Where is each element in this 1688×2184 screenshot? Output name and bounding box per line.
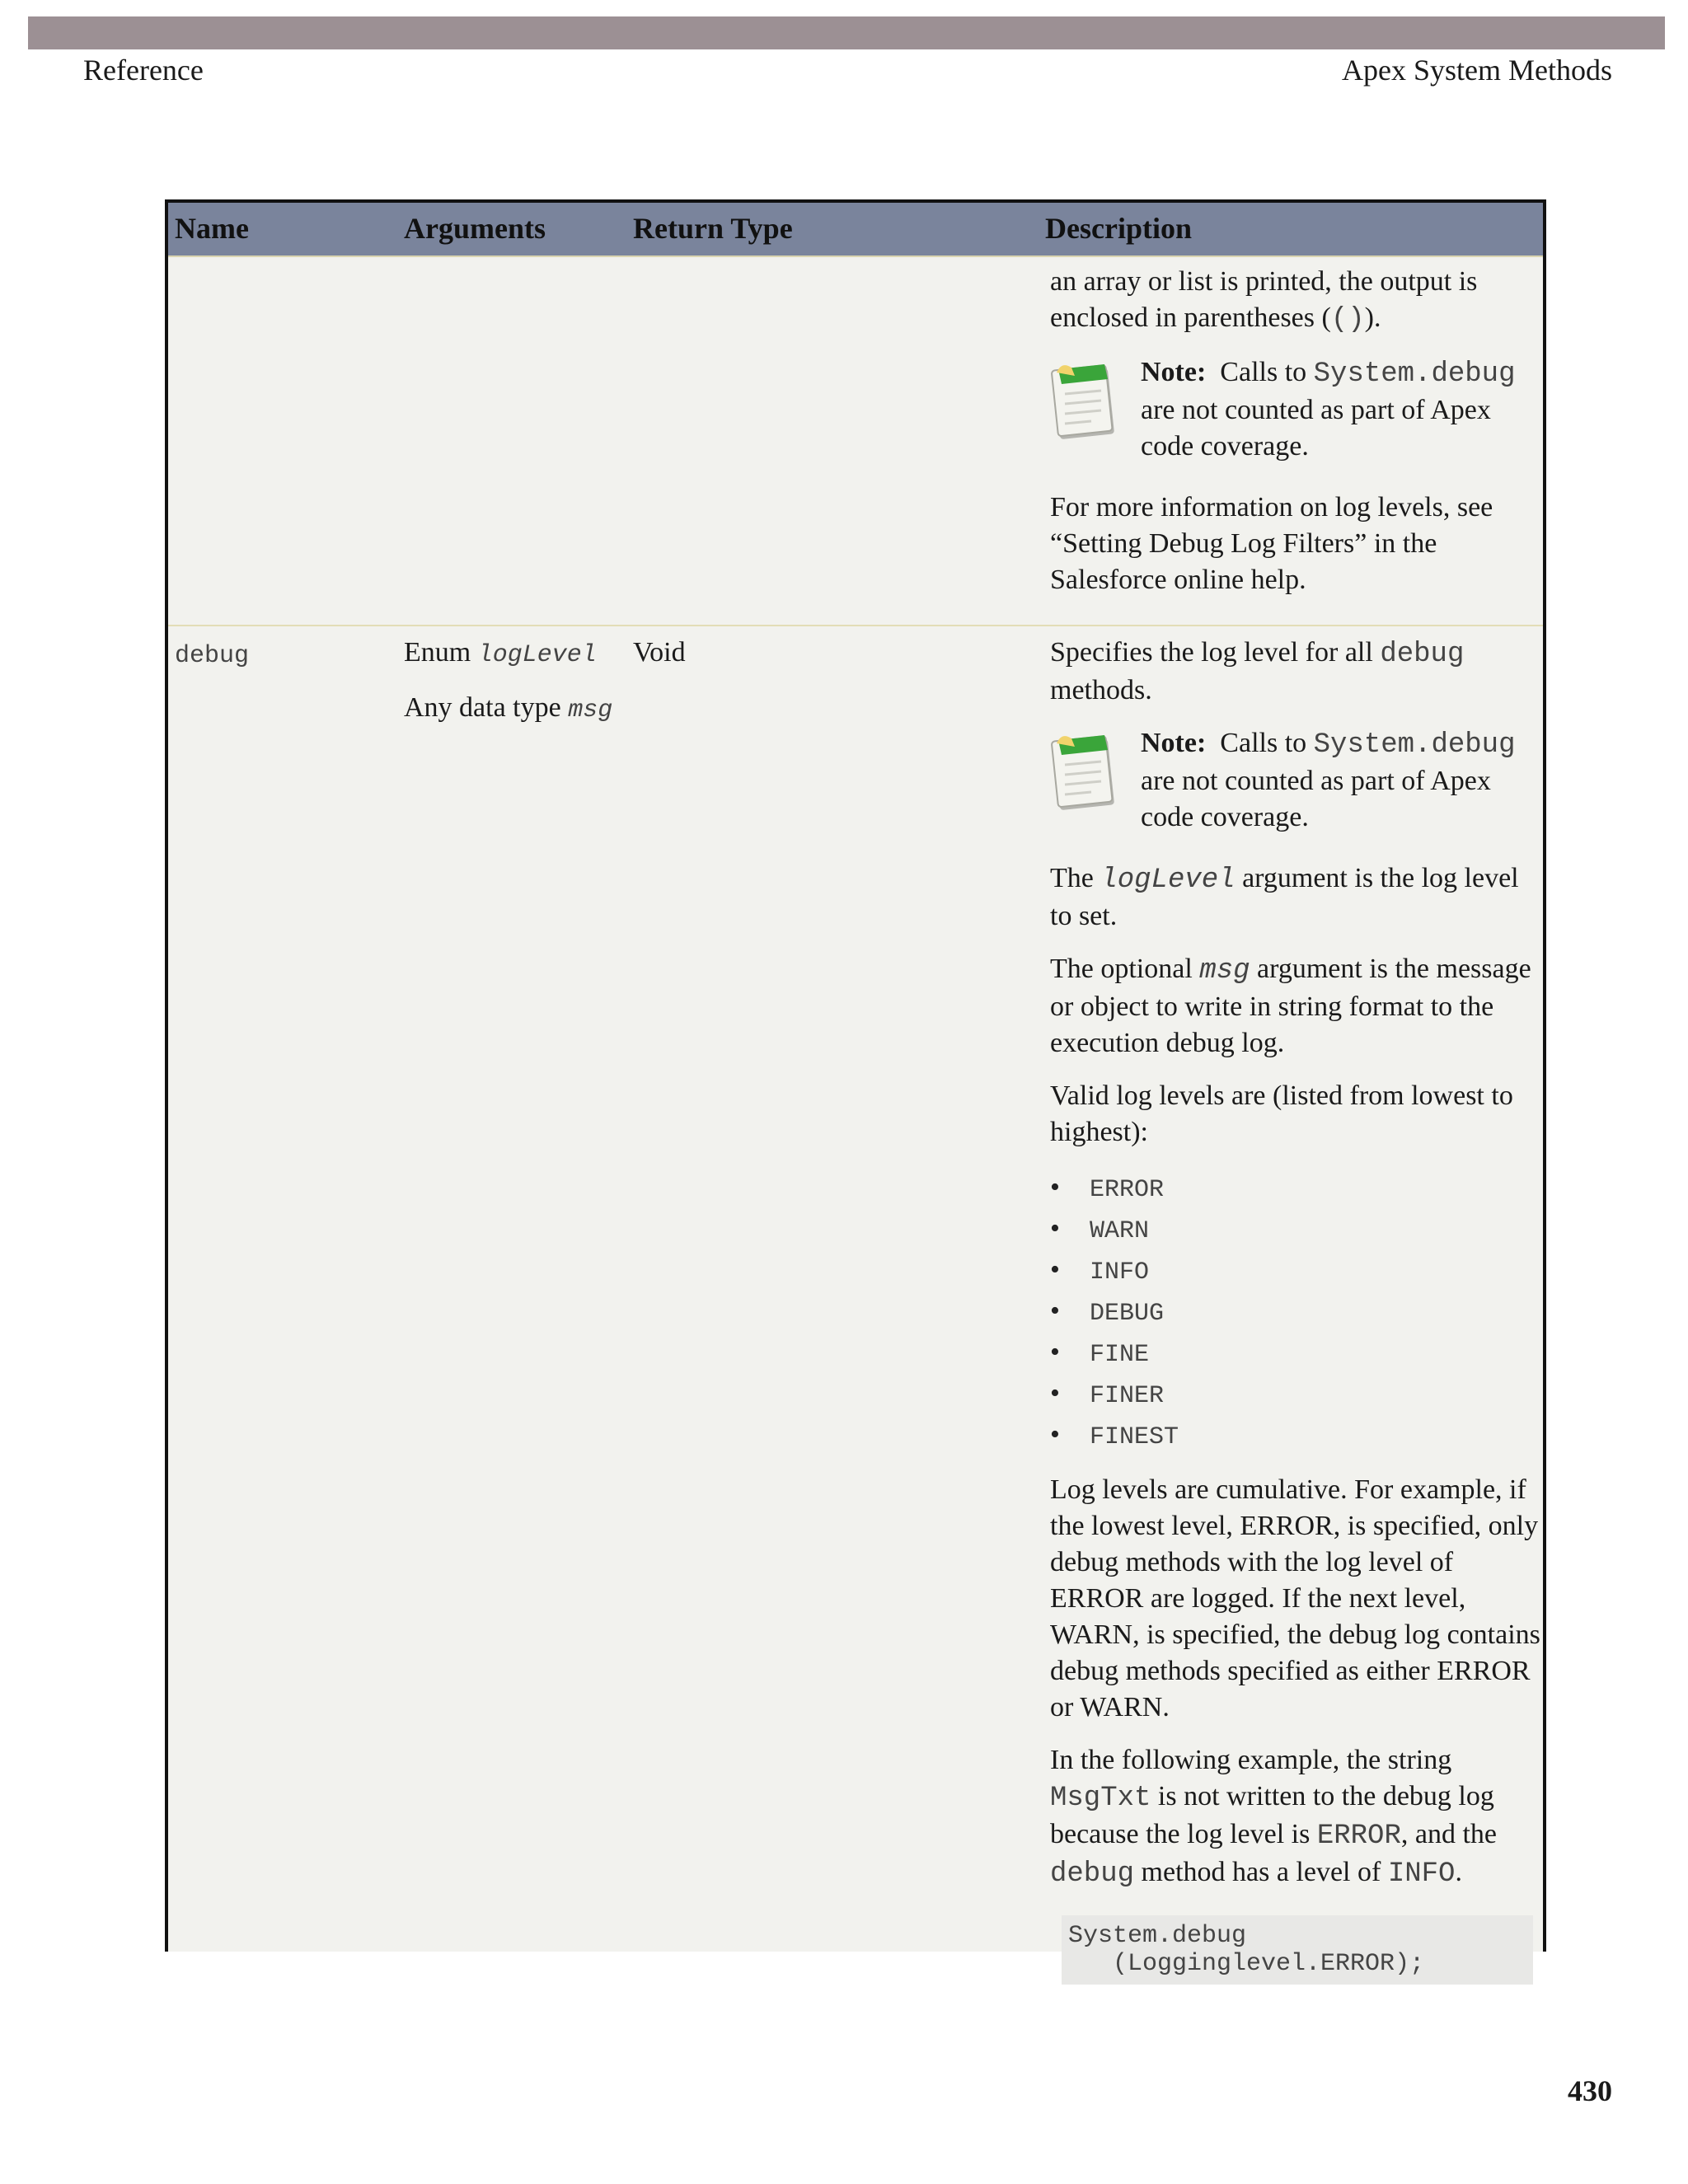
note-box bbox=[1050, 725, 1545, 836]
list-item: • WARN bbox=[1050, 1208, 1545, 1249]
running-header-right: Apex System Methods bbox=[1342, 54, 1612, 87]
running-header-left: Reference bbox=[83, 54, 204, 87]
description-paragraph: an array or list is printed, the output is enclosed in parentheses (()). bbox=[1050, 266, 1478, 335]
list-item: • DEBUG bbox=[1050, 1291, 1545, 1332]
description-paragraph: Log levels are cumulative. For example, if the lowest level, ERROR, is specified, only debug methods with the log level of ERROR are logged. If the next level, WARN, is specified, the debug log contains debug methods specified as either ERROR or WARN. bbox=[1050, 1474, 1540, 1722]
column-header-description: Description bbox=[1045, 212, 1192, 245]
list-item: • ERROR bbox=[1050, 1167, 1545, 1208]
method-name: debug bbox=[175, 642, 250, 670]
description-paragraph: For more information on log levels, see “Setting Debug Log Filters” in the Salesforce online help. bbox=[1050, 492, 1493, 595]
note-icon bbox=[1050, 358, 1121, 440]
list-item: • FINE bbox=[1050, 1332, 1545, 1373]
list-item: • FINER bbox=[1050, 1373, 1545, 1414]
argument: Any data type msg bbox=[404, 692, 613, 724]
table-row bbox=[168, 257, 1543, 626]
column-header-name: Name bbox=[175, 212, 249, 245]
note-text: Note: Calls to System.debug are not counted as part of Apex code coverage. bbox=[1141, 728, 1516, 832]
note-text: Note: Calls to System.debug are not counted as part of Apex code coverage. bbox=[1141, 357, 1516, 462]
description-paragraph: The logLevel argument is the log level to set. bbox=[1050, 863, 1519, 931]
description-paragraph: The optional msg argument is the message or object to write in string format to the execution debug log. bbox=[1050, 954, 1531, 1058]
description-cell bbox=[1050, 264, 1545, 615]
log-level-list bbox=[1050, 1167, 1545, 1455]
table-header bbox=[168, 203, 1543, 257]
column-header-return-type: Return Type bbox=[633, 212, 793, 245]
list-item: • INFO bbox=[1050, 1249, 1545, 1291]
column-header-arguments: Arguments bbox=[404, 212, 546, 245]
code-block: System.debug (Logginglevel.ERROR); bbox=[1062, 1915, 1533, 1985]
methods-table bbox=[165, 199, 1546, 1978]
return-type: Void bbox=[633, 637, 686, 668]
list-item: • FINEST bbox=[1050, 1414, 1545, 1455]
header-bar bbox=[28, 16, 1665, 49]
argument: Enum logLevel bbox=[404, 637, 597, 669]
description-paragraph: Valid log levels are (listed from lowest to highest): bbox=[1050, 1080, 1513, 1147]
note-icon bbox=[1050, 729, 1121, 811]
description-paragraph: Specifies the log level for all debug methods. bbox=[1050, 637, 1465, 705]
description-cell bbox=[1050, 635, 1545, 1985]
arguments-cell bbox=[404, 635, 626, 729]
description-paragraph: In the following example, the string MsgTxt is not written to the debug log because the log level is ERROR, and the debug method has a level of INFO. bbox=[1050, 1745, 1498, 1890]
page-number: 430 bbox=[1568, 2074, 1612, 2107]
note-box bbox=[1050, 354, 1545, 465]
